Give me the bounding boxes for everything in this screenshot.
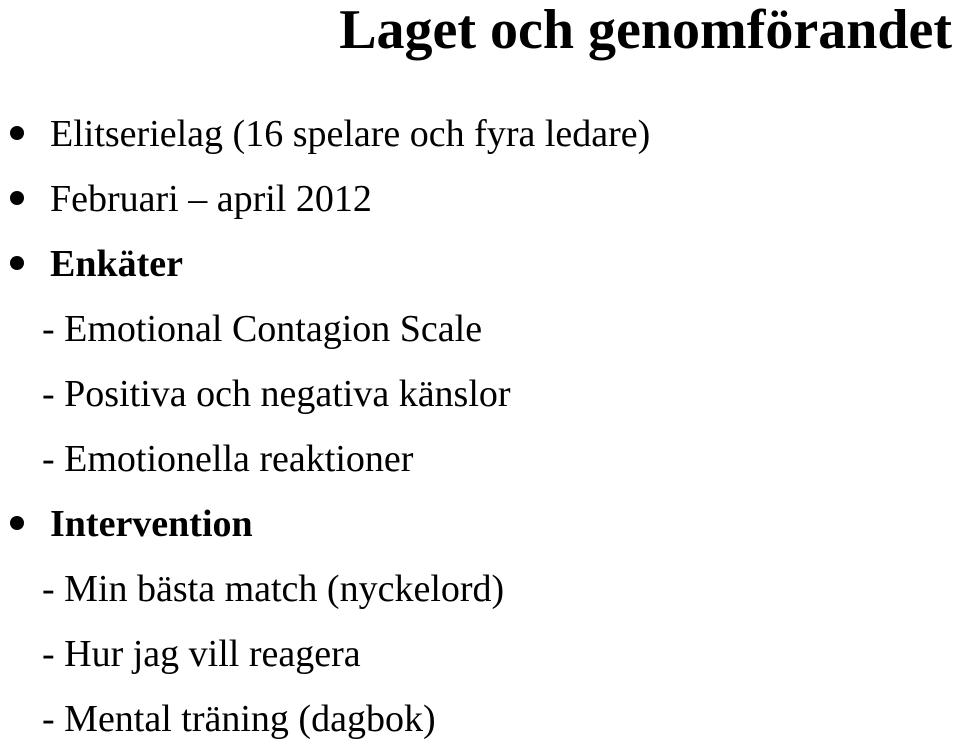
list-subitem-text: - Emotionella reaktioner [42, 438, 414, 480]
list-subitem-text: - Mental träning (dagbok) [42, 698, 436, 740]
list-subitem-text: - Hur jag vill reagera [42, 633, 361, 675]
list-subitem-text: - Min bästa match (nyckelord) [42, 568, 505, 610]
list-item-text: Intervention [50, 503, 253, 545]
list-item-text: Enkäter [50, 243, 183, 285]
list-subitem-text: - Emotional Contagion Scale [42, 308, 483, 350]
list-subitem-text: - Positiva och negativa känslor [42, 373, 511, 415]
bullet-dot-icon [10, 126, 24, 140]
slide-title: Laget och genomförandet [339, 0, 952, 61]
list-item-text: Elitserielag (16 spelare och fyra ledare) [50, 113, 651, 155]
bullet-dot-icon [10, 191, 24, 205]
list-item-text: Februari – april 2012 [50, 178, 372, 220]
bullet-dot-icon [10, 516, 24, 530]
bullet-dot-icon [10, 256, 24, 270]
